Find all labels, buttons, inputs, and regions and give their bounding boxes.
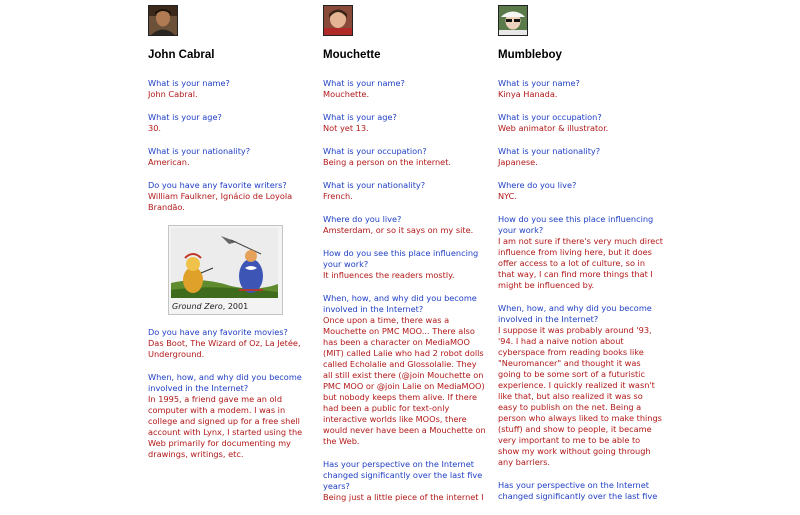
answer: Kinya Hanada. <box>498 89 558 99</box>
qa-item <box>323 112 488 134</box>
question: What is your nationality? <box>148 146 251 156</box>
qa-item <box>148 180 313 213</box>
artwork-title: Ground Zero <box>172 302 223 311</box>
answer: Once upon a time, there was a Mouchette on PMC MOO... There also has been a character on MediaMOO (MIT) called Lalie who had 2 robot dolls called Echolalie and Glossolalie. They all still exist there (@join Mouchette on PMC MOO or @join Lalie on MediaMOO) but nobody keeps them alive. If there had been a public for text-only interactive worlds like MOOs, there would never have been a Mouchette on the Web. <box>323 315 486 446</box>
answer: 30. <box>148 123 162 133</box>
profile-name: Mumbleboy <box>498 49 562 61</box>
question: What is your name? <box>148 78 230 88</box>
answer: I am not sure if there's very much direct influence from living here, but it does offer access to a lot of culture, so in that way, I can find more things that I might be influenced by. <box>498 236 664 290</box>
question: What is your occupation? <box>323 146 427 156</box>
qa-item <box>323 214 488 236</box>
question: How do you see this place influencing your work? <box>323 248 479 269</box>
qa-item <box>323 78 488 100</box>
question: What is your nationality? <box>498 146 601 156</box>
qa-item <box>323 180 488 202</box>
qa-item <box>323 146 488 168</box>
avatar-mumbleboy <box>498 5 528 36</box>
profile-name: John Cabral <box>148 49 215 61</box>
answer: John Cabral. <box>148 89 198 99</box>
question: What is your name? <box>498 78 580 88</box>
question: How do you see this place influencing your work? <box>498 214 654 235</box>
qa-item <box>148 146 313 168</box>
answer: Web animator & illustrator. <box>498 123 609 133</box>
question: What is your nationality? <box>323 180 426 190</box>
answer: Das Boot, The Wizard of Oz, La Jetée, Underground. <box>148 338 301 359</box>
question: Has your perspective on the Internet changed significantly over the last five years? <box>323 459 483 491</box>
artwork-image-ground-zero <box>171 228 278 298</box>
answer: NYC. <box>498 191 517 201</box>
answer: William Faulkner, Ignácio de Loyola Brandão. <box>148 191 293 212</box>
qa-item <box>323 293 488 447</box>
qa-item <box>323 248 488 281</box>
qa-item <box>323 459 488 503</box>
answer: Being a person on the internet. <box>323 157 452 167</box>
profile-column-mouchette <box>323 5 488 515</box>
question: Do you have any favorite movies? <box>148 327 288 337</box>
answer: Not yet 13. <box>323 123 369 133</box>
qa-item <box>498 112 663 134</box>
qa-item <box>498 303 663 468</box>
question: What is your age? <box>323 112 397 122</box>
answer: It influences the readers mostly. <box>323 270 455 280</box>
question: Where do you live? <box>498 180 577 190</box>
answer: American. <box>148 157 190 167</box>
qa-item <box>498 214 663 291</box>
question: When, how, and why did you become involved in the Internet? <box>148 372 302 393</box>
answer: Japanese. <box>498 157 538 167</box>
artwork-figure <box>168 225 283 315</box>
avatar-mouchette <box>323 5 353 36</box>
qa-item <box>498 78 663 100</box>
qa-item <box>498 146 663 168</box>
qa-item <box>148 327 313 360</box>
qa-item <box>148 112 313 134</box>
profile-column-mumbleboy <box>498 5 663 514</box>
question: When, how, and why did you become involved in the Internet? <box>498 303 652 324</box>
qa-item <box>148 372 313 460</box>
question: What is your name? <box>323 78 405 88</box>
answer: Being just a little piece of the internet I <box>323 492 484 502</box>
answer: French. <box>323 191 353 201</box>
artwork-caption <box>172 302 248 311</box>
question: Where do you live? <box>323 214 402 224</box>
question: What is your age? <box>148 112 222 122</box>
answer: Amsterdam, or so it says on my site. <box>323 225 474 235</box>
answer: Mouchette. <box>323 89 370 99</box>
answer: I suppose it was probably around '93, '94. I had a naive notion about cyberspace from reading books like "Neuromancer" and thought it was going to be some sort of a futuristic experience. I quickly realized it wasn't like that, but also realized it was so easy to publish on the net. Being a person who always liked to make things (stuff) and show to people, it became very important to me to be able to show my work without going through any barriers. <box>498 325 662 467</box>
profile-column-john-cabral <box>148 5 313 472</box>
avatar-john-cabral <box>148 5 178 36</box>
question: What is your occupation? <box>498 112 602 122</box>
question: Do you have any favorite writers? <box>148 180 287 190</box>
question: Has your perspective on the Internet changed significantly over the last five <box>498 480 658 501</box>
qa-item <box>498 180 663 202</box>
artwork-year: , 2001 <box>222 302 249 311</box>
qa-item <box>498 480 663 502</box>
answer: In 1995, a friend gave me an old computer with a modem. I was in college and signed up for a free shell account with Lynx, I started using the Web primarily for documenting my drawings, writings, etc. <box>148 394 303 459</box>
question: When, how, and why did you become involved in the Internet? <box>323 293 477 314</box>
profile-name: Mouchette <box>323 49 381 61</box>
qa-item <box>148 78 313 100</box>
